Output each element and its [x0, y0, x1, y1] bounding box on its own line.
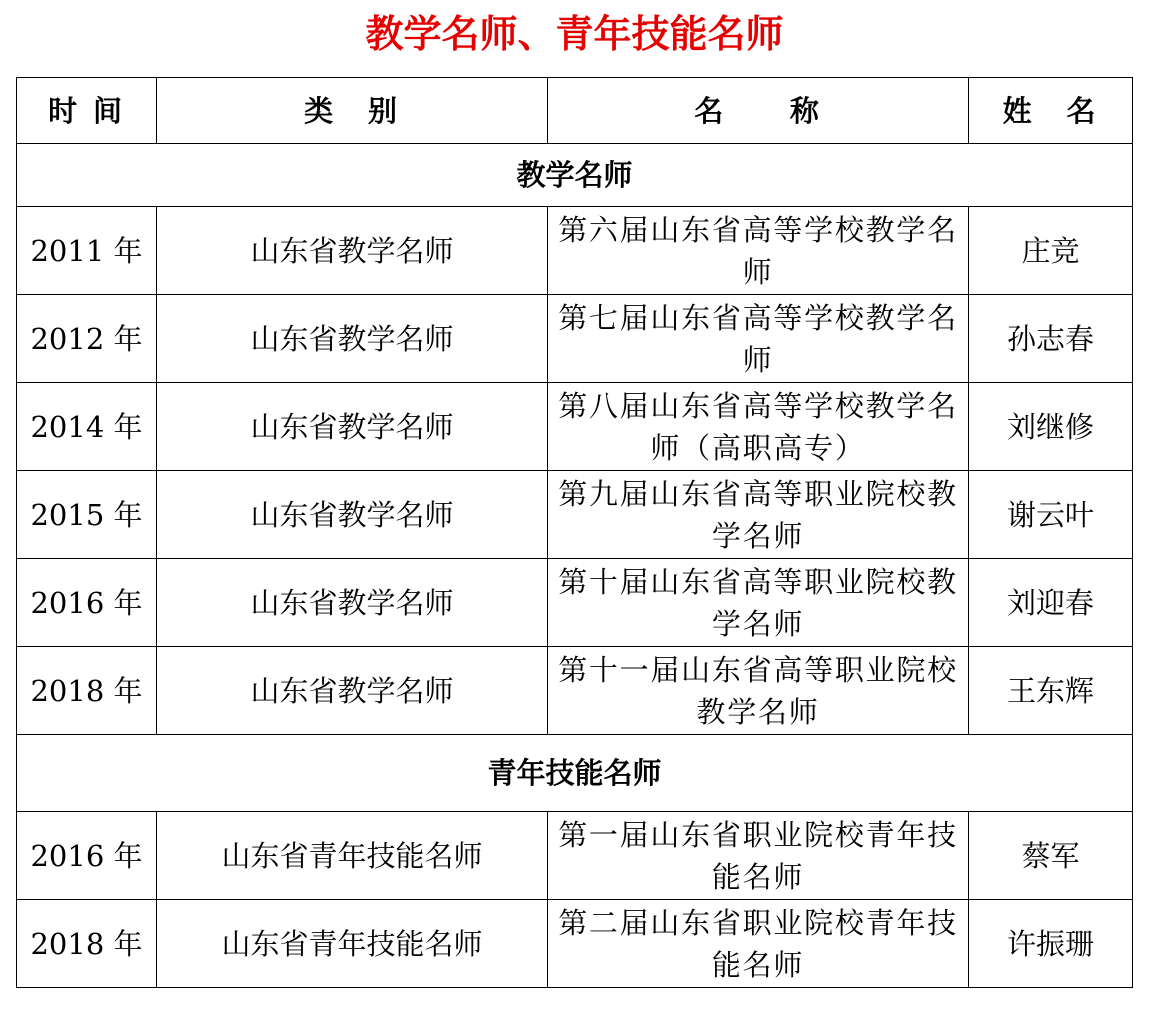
header-time: 时 间	[17, 78, 157, 144]
category-cell: 山东省教学名师	[157, 383, 548, 471]
person-cell: 刘继修	[969, 383, 1133, 471]
category-cell: 山东省教学名师	[157, 559, 548, 647]
year-cell: 2015 年	[17, 471, 157, 559]
table-row	[17, 207, 1133, 295]
category-cell: 山东省教学名师	[157, 471, 548, 559]
table-row	[17, 295, 1133, 383]
table-row	[17, 383, 1133, 471]
person-cell: 王东辉	[969, 647, 1133, 735]
person-cell: 庄竞	[969, 207, 1133, 295]
title-cell: 第一届山东省职业院校青年技能名师	[548, 812, 969, 900]
person-cell: 蔡军	[969, 812, 1133, 900]
title-cell: 第八届山东省高等学校教学名师（高职高专）	[548, 383, 969, 471]
title-cell: 第十一届山东省高等职业院校教学名师	[548, 647, 969, 735]
category-cell: 山东省教学名师	[157, 295, 548, 383]
year-cell: 2018 年	[17, 900, 157, 988]
title-cell: 第二届山东省职业院校青年技能名师	[548, 900, 969, 988]
section-row-youth-skills	[17, 735, 1133, 812]
table-row	[17, 559, 1133, 647]
title-cell: 第十届山东省高等职业院校教学名师	[548, 559, 969, 647]
category-cell: 山东省教学名师	[157, 647, 548, 735]
year-cell: 2016 年	[17, 559, 157, 647]
table-row	[17, 471, 1133, 559]
honors-table	[16, 77, 1133, 988]
year-cell: 2011 年	[17, 207, 157, 295]
category-cell: 山东省青年技能名师	[157, 900, 548, 988]
title-cell: 第七届山东省高等学校教学名师	[548, 295, 969, 383]
year-cell: 2012 年	[17, 295, 157, 383]
year-cell: 2014 年	[17, 383, 157, 471]
person-cell: 孙志春	[969, 295, 1133, 383]
page-title: 教学名师、青年技能名师	[365, 11, 784, 56]
table-row	[17, 647, 1133, 735]
section-label: 教学名师	[17, 144, 1133, 207]
header-name: 名 称	[548, 78, 969, 144]
person-cell: 谢云叶	[969, 471, 1133, 559]
person-cell: 刘迎春	[969, 559, 1133, 647]
title-cell: 第六届山东省高等学校教学名师	[548, 207, 969, 295]
category-cell: 山东省青年技能名师	[157, 812, 548, 900]
title-cell: 第九届山东省高等职业院校教学名师	[548, 471, 969, 559]
header-category: 类 别	[157, 78, 548, 144]
table-row	[17, 812, 1133, 900]
year-cell: 2016 年	[17, 812, 157, 900]
section-label: 青年技能名师	[17, 735, 1133, 812]
header-row	[17, 78, 1133, 144]
header-person: 姓 名	[969, 78, 1133, 144]
table-row	[17, 900, 1133, 988]
year-cell: 2018 年	[17, 647, 157, 735]
person-cell: 许振珊	[969, 900, 1133, 988]
category-cell: 山东省教学名师	[157, 207, 548, 295]
section-row-teaching	[17, 144, 1133, 207]
